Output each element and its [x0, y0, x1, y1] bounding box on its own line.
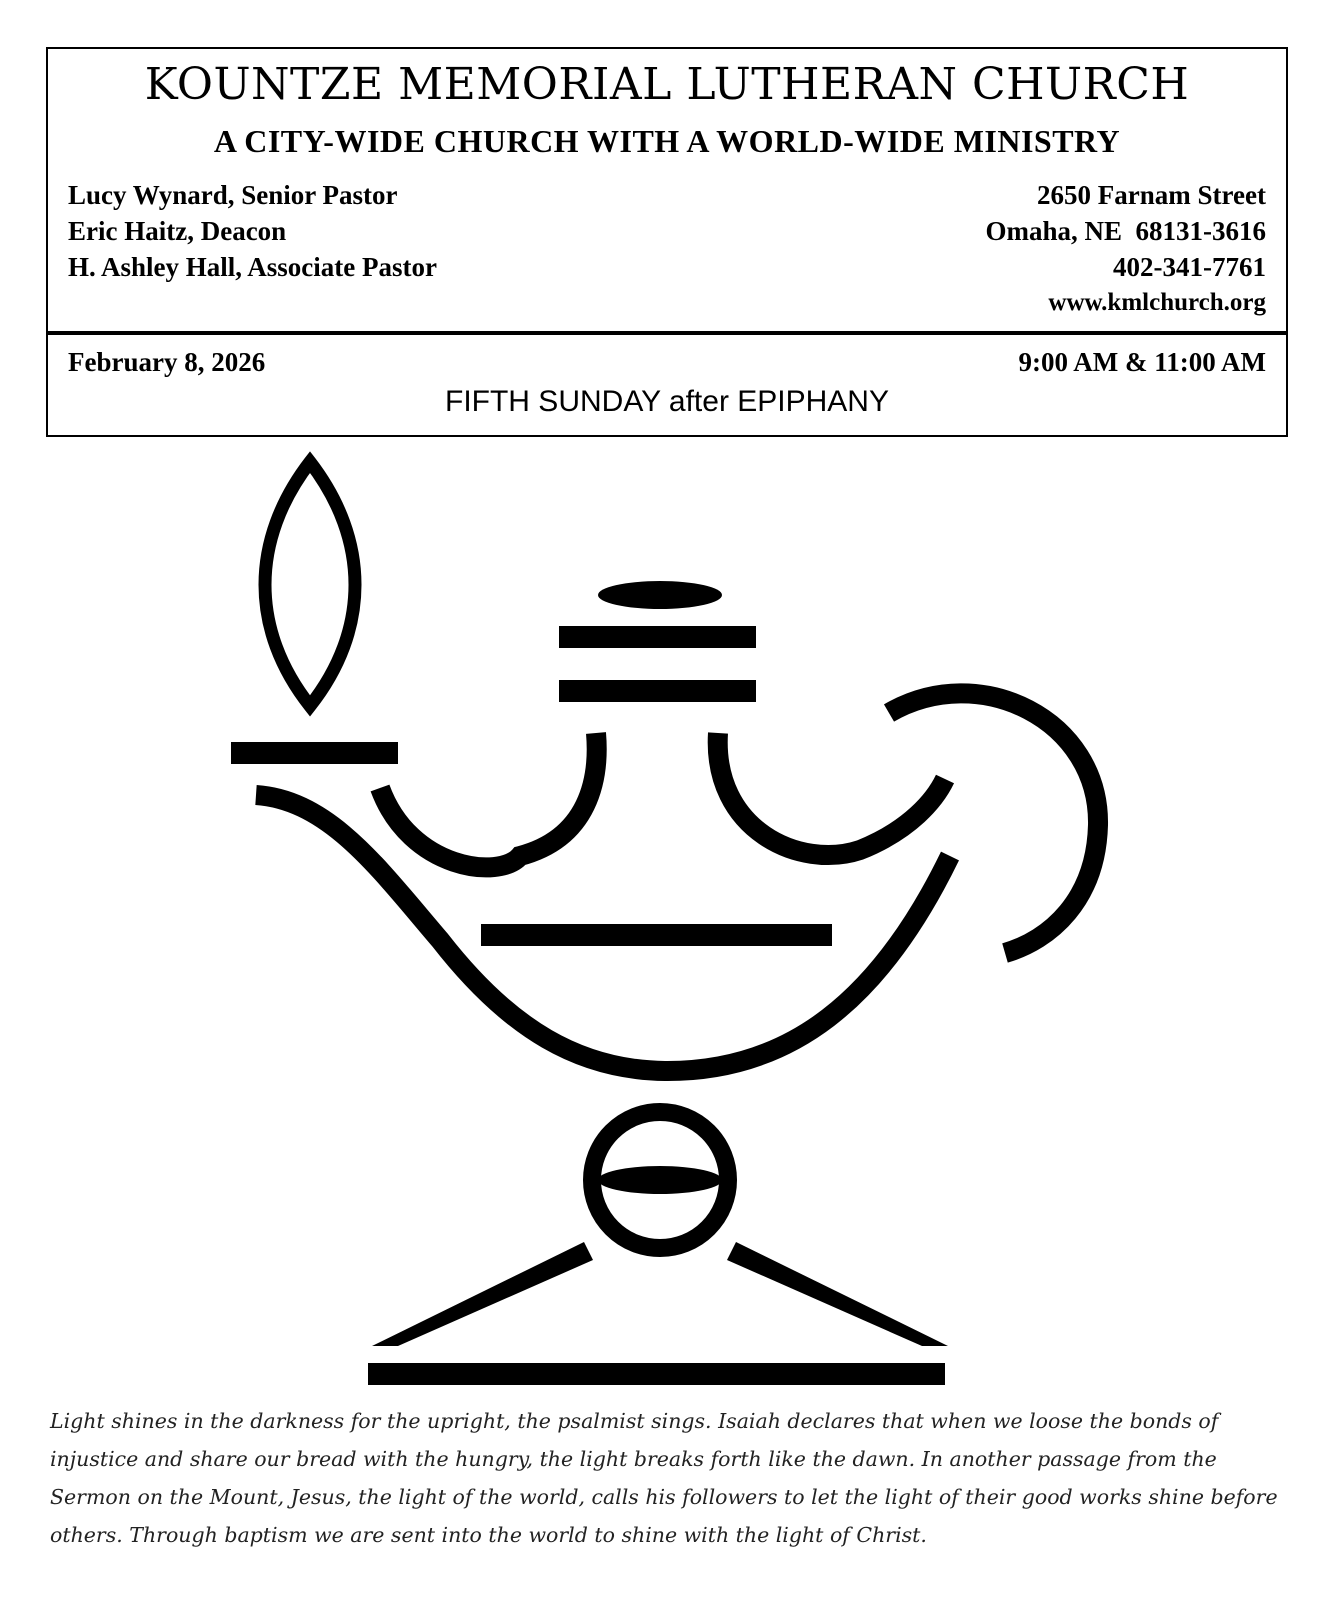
staff-senior-pastor: Lucy Wynard, Senior Pastor	[68, 180, 398, 210]
lid-knob	[598, 581, 722, 609]
church-name: KOUNTZE MEMORIAL LUTHERAN CHURCH	[144, 59, 1190, 110]
scripture-summary: Light shines in the darkness for the upright, the psalmist sings. Isaiah declares that when we loose the bonds of injustice and share our bread with the hungry, the light breaks forth like the dawn. In another passage from the Sermon on the Mount, Jesus, the light of the world, calls his followers to let the light of their good works shine before others. Through baptism we are sent into the world to shine with the light of Christ.	[50, 1409, 1278, 1547]
phone-number: 402-341-7761	[1113, 252, 1266, 282]
service-date: February 8, 2026	[68, 347, 266, 377]
staff-deacon: Eric Haitz, Deacon	[68, 216, 287, 246]
bowl-right-curve	[718, 733, 945, 855]
flame-shape	[265, 462, 355, 706]
city-state-zip: Omaha, NE 68131-3616	[985, 216, 1266, 246]
liturgical-day-title: FIFTH SUNDAY after EPIPHANY	[445, 385, 889, 418]
base-leg-left	[372, 1242, 593, 1346]
wick-bar	[231, 742, 398, 764]
body-bar	[481, 924, 832, 946]
lid-bar-bottom	[559, 680, 756, 702]
street-address: 2650 Farnam Street	[1037, 180, 1266, 210]
bowl-left-curve	[380, 733, 597, 867]
service-times: 9:00 AM & 11:00 AM	[1018, 347, 1266, 377]
base-bar	[368, 1363, 945, 1385]
base-leg-right	[727, 1242, 948, 1346]
staff-associate-pastor: H. Ashley Hall, Associate Pastor	[68, 252, 437, 282]
website-link[interactable]: www.kmlchurch.org	[1048, 289, 1266, 316]
church-tagline: A CITY-WIDE CHURCH WITH A WORLD-WIDE MINISTRY	[213, 123, 1121, 159]
lid-bar-top	[559, 626, 756, 648]
stem-disc	[598, 1166, 722, 1194]
